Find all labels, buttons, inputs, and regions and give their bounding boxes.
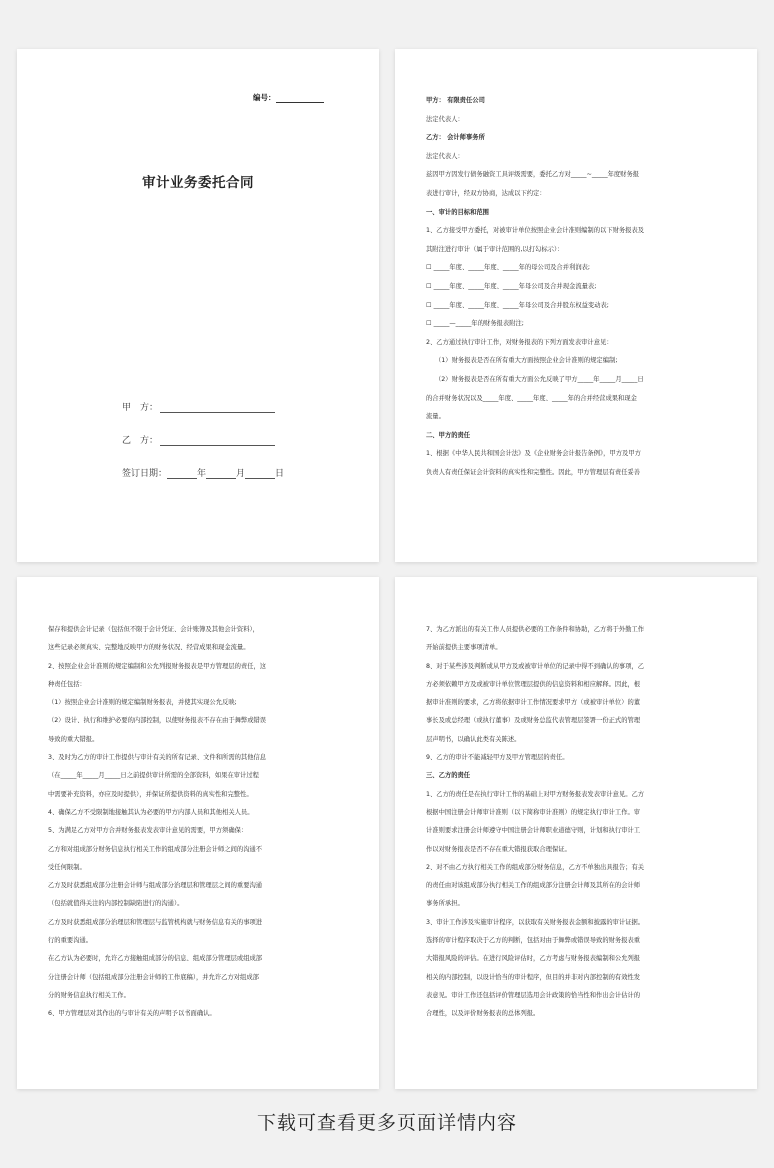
text-line: 受任何限制。 (48, 863, 86, 871)
text-line: 1、乙方接受甲方委托，对被审计单位按照企业会计准则编制的以下财务报表及 (426, 227, 645, 235)
text-line: 导致的重大错报。 (48, 735, 99, 743)
text-line: 在乙方认为必要时，允许乙方接触组成部分的信息、组成部分管理层或组成部 (48, 955, 263, 963)
text-line: 9、乙方的审计不能减轻甲方及甲方管理层的责任。 (426, 754, 569, 762)
day-label: 日 (275, 469, 285, 479)
text-line: 这些记录必须真实、完整地反映甲方的财务状况、经营成果和现金流量。 (48, 644, 250, 652)
contract-title: 审计业务委托合同 (142, 175, 254, 191)
text-line: 分注册会计师（包括组成部分注册会计师的工作底稿），并允许乙方对组成部 (48, 973, 259, 981)
text-line: 表进行审计，经双方协商，达成以下约定： (426, 189, 546, 197)
text-line: 行的重要沟通。 (48, 937, 93, 945)
contract-number-blank (276, 94, 324, 103)
text-line: 1、乙方的责任是在执行审计工作的基础上对甲方财务报表发表审计意见。乙方 (426, 790, 645, 798)
text-line: 选择的审计程序取决于乙方的判断，包括对由于舞弊或错误导致的财务报表重 (426, 937, 641, 945)
text-line: 兹因甲方因发行债务融资工具评级需要，委托乙方对_____~_____年度财务报 (426, 171, 640, 179)
text-line: 保存和提供会计记录（包括但不限于会计凭证、会计账簿及其他会计资料）， (48, 626, 259, 633)
text-line: 层声明书，以确认此类有关陈述。 (426, 735, 521, 743)
party-b-row (122, 433, 275, 446)
text-line: ☐ _____—_____年的财务报表附注; (426, 320, 524, 328)
text-line: 3、及时为乙方的审计工作提供与审计有关的所有记录、文件和所需的其他信息 (48, 754, 267, 762)
text-line: 大错报风险的评估。在进行风险评估时，乙方考虑与财务报表编制和公允列报 (426, 955, 641, 963)
section-heading: 一、审计的目标和范围 (426, 208, 489, 216)
contract-number-label: 编号： (253, 93, 276, 102)
text-line: 2、乙方通过执行审计工作，对财务报表的下列方面发表审计意见： (426, 338, 613, 346)
text-line: ☐ _____年度、_____年度、_____年母公司及合并现金流量表; (426, 282, 597, 290)
day-blank (245, 468, 275, 479)
text-line: 8、对于某些涉及判断或从甲方及或被审计单位的记录中得不到确认的事项，乙 (426, 662, 645, 670)
party-a-blank (160, 402, 275, 413)
text-line: 法定代表人： (426, 115, 464, 123)
text-line: 4、确保乙方不受限制地接触其认为必要的甲方内部人员和其他相关人员。 (48, 808, 254, 816)
text-line: （在_____年_____月_____日之前提供审计所需的全部资料，如果在审计过程 (48, 772, 259, 780)
section-heading: 三、乙方的责任 (426, 772, 471, 780)
text-line: 2、对不由乙方执行相关工作的组成部分财务信息，乙方不单独出具报告；有关 (426, 863, 645, 871)
text-line: （1）财务报表是否在所有重大方面按照企业会计准则的规定编制; (435, 357, 618, 365)
text-line: 合理性，以及评价财务报表的总体列报。 (426, 1010, 540, 1018)
party-b-label: 乙 方： (122, 436, 159, 446)
month-blank (206, 468, 236, 479)
text-line: 作以对财务报表是否不存在重大错报获取合理保证。 (426, 845, 571, 853)
text-line: （包括就值得关注的内部控制缺陷进行的沟通）。 (48, 900, 184, 908)
sign-date-row (122, 466, 284, 479)
party-a-label: 甲 方： (122, 403, 159, 413)
page-4-text (426, 621, 728, 1024)
text-line: 开始前提供主要事项清单。 (426, 644, 502, 652)
contract-page-3 (17, 577, 379, 1089)
party-b-blank (160, 435, 275, 446)
text-line: （1）按照企业会计准则的规定编制财务报表，并使其实现公允反映; (48, 699, 237, 707)
text-line: 流量。 (426, 413, 445, 421)
text-line: ☐ _____年度、_____年度、_____年的母公司及合并利润表; (426, 264, 591, 272)
text-line: 负责人有责任保证会计资料的真实性和完整性。因此，甲方管理层有责任妥善 (426, 468, 641, 476)
text-line: 中需要补充资料，亦应及时提供），并保证所提供资料的真实性和完整性。 (48, 790, 253, 798)
text-line: 据审计准则的要求，乙方将依据审计工作情况要求甲方（或被审计单位）的董 (426, 699, 641, 707)
contract-page-4 (395, 577, 757, 1089)
text-line: 的合并财务状况以及_____年度、_____年度、_____年的合并经营成果和现金 (426, 394, 637, 402)
text-line: 的责任由对该组成部分执行相关工作的组成部分注册会计师及其所在的会计师 (426, 882, 641, 890)
party-a-row (122, 400, 275, 413)
text-line: 2、按照企业会计准则的规定编制和公允列报财务报表是甲方管理层的责任，这 (48, 662, 267, 670)
page-2-text (426, 92, 728, 482)
text-line: （2）财务报表是否在所有重大方面公允反映了甲方_____年_____月_____日 (435, 375, 644, 383)
month-label: 月 (236, 469, 246, 479)
section-heading: 乙方： 会计师事务所 (426, 134, 485, 142)
text-line: 乙方及时获悉组成部分注册会计师与组成部分治理层和管理层之间的重要沟通 (48, 882, 263, 890)
contract-page-2 (395, 49, 757, 562)
text-line: 3、审计工作涉及实施审计程序，以获取有关财务报表金额和披露的审计证据。 (426, 918, 645, 926)
text-line: 法定代表人： (426, 152, 464, 160)
text-line: 方必须依赖甲方及或被审计单位管理层提供的信息资料和相应解释。因此，根 (426, 680, 641, 688)
text-line: 根据中国注册会计师审计准则（以下简称审计准则）的规定执行审计工作。审 (426, 808, 641, 816)
section-heading: 甲方： 有限责任公司 (426, 97, 485, 104)
text-line: 5、为满足乙方对甲方合并财务报表发表审计意见的需要，甲方须确保： (48, 827, 248, 835)
section-heading: 二、甲方的责任 (426, 431, 471, 439)
text-line: 表意见。审计工作还包括评价管理层选用会计政策的恰当性和作出会计估计的 (426, 991, 641, 999)
text-line: 相关的内部控制，以设计恰当的审计程序，但目的并非对内部控制的有效性发 (426, 973, 641, 981)
text-line: 乙方和对组成部分财务信息执行相关工作的组成部分注册会计师之间的沟通不 (48, 845, 263, 853)
sign-date-label: 签订日期： (122, 469, 168, 479)
text-line: 1、根据《中华人民共和国会计法》及《企业财务会计报告条例》，甲方及甲方 (426, 450, 641, 458)
text-line: 种责任包括： (48, 680, 86, 688)
cover-page (17, 49, 379, 562)
contract-number-line (253, 92, 324, 103)
text-line: 6、甲方管理层对其作出的与审计有关的声明予以书面确认。 (48, 1010, 216, 1018)
page-3-text (48, 621, 350, 1024)
text-line: 事务所承担。 (426, 900, 464, 908)
year-label: 年 (197, 469, 207, 479)
text-line: 事长及或总经理（或执行董事）及或财务总监代表管理层签署一份正式的管理 (426, 717, 641, 725)
text-line: 分的财务信息执行相关工作。 (48, 991, 130, 999)
text-line: 乙方及时获悉组成部分治理层和管理层与监管机构就与财务信息有关的事项进 (48, 918, 263, 926)
text-line: 其附注进行审计（属于审计范围的,以打勾标示）： (426, 245, 564, 253)
text-line: 7、为乙方派出的有关工作人员提供必要的工作条件和协助，乙方将于外勤工作 (426, 626, 645, 633)
text-line: ☐ _____年度、_____年度、_____年母公司及合并股东权益变动表; (426, 301, 609, 309)
download-more-caption: 下载可查看更多页面详情内容 (256, 1112, 517, 1134)
year-blank (167, 468, 197, 479)
text-line: 计准则要求注册会计师遵守中国注册会计师职业道德守则，计划和执行审计工 (426, 827, 641, 835)
text-line: （2）设计、执行和维护必要的内部控制，以使财务报表不存在由于舞弊或错误 (48, 717, 267, 725)
